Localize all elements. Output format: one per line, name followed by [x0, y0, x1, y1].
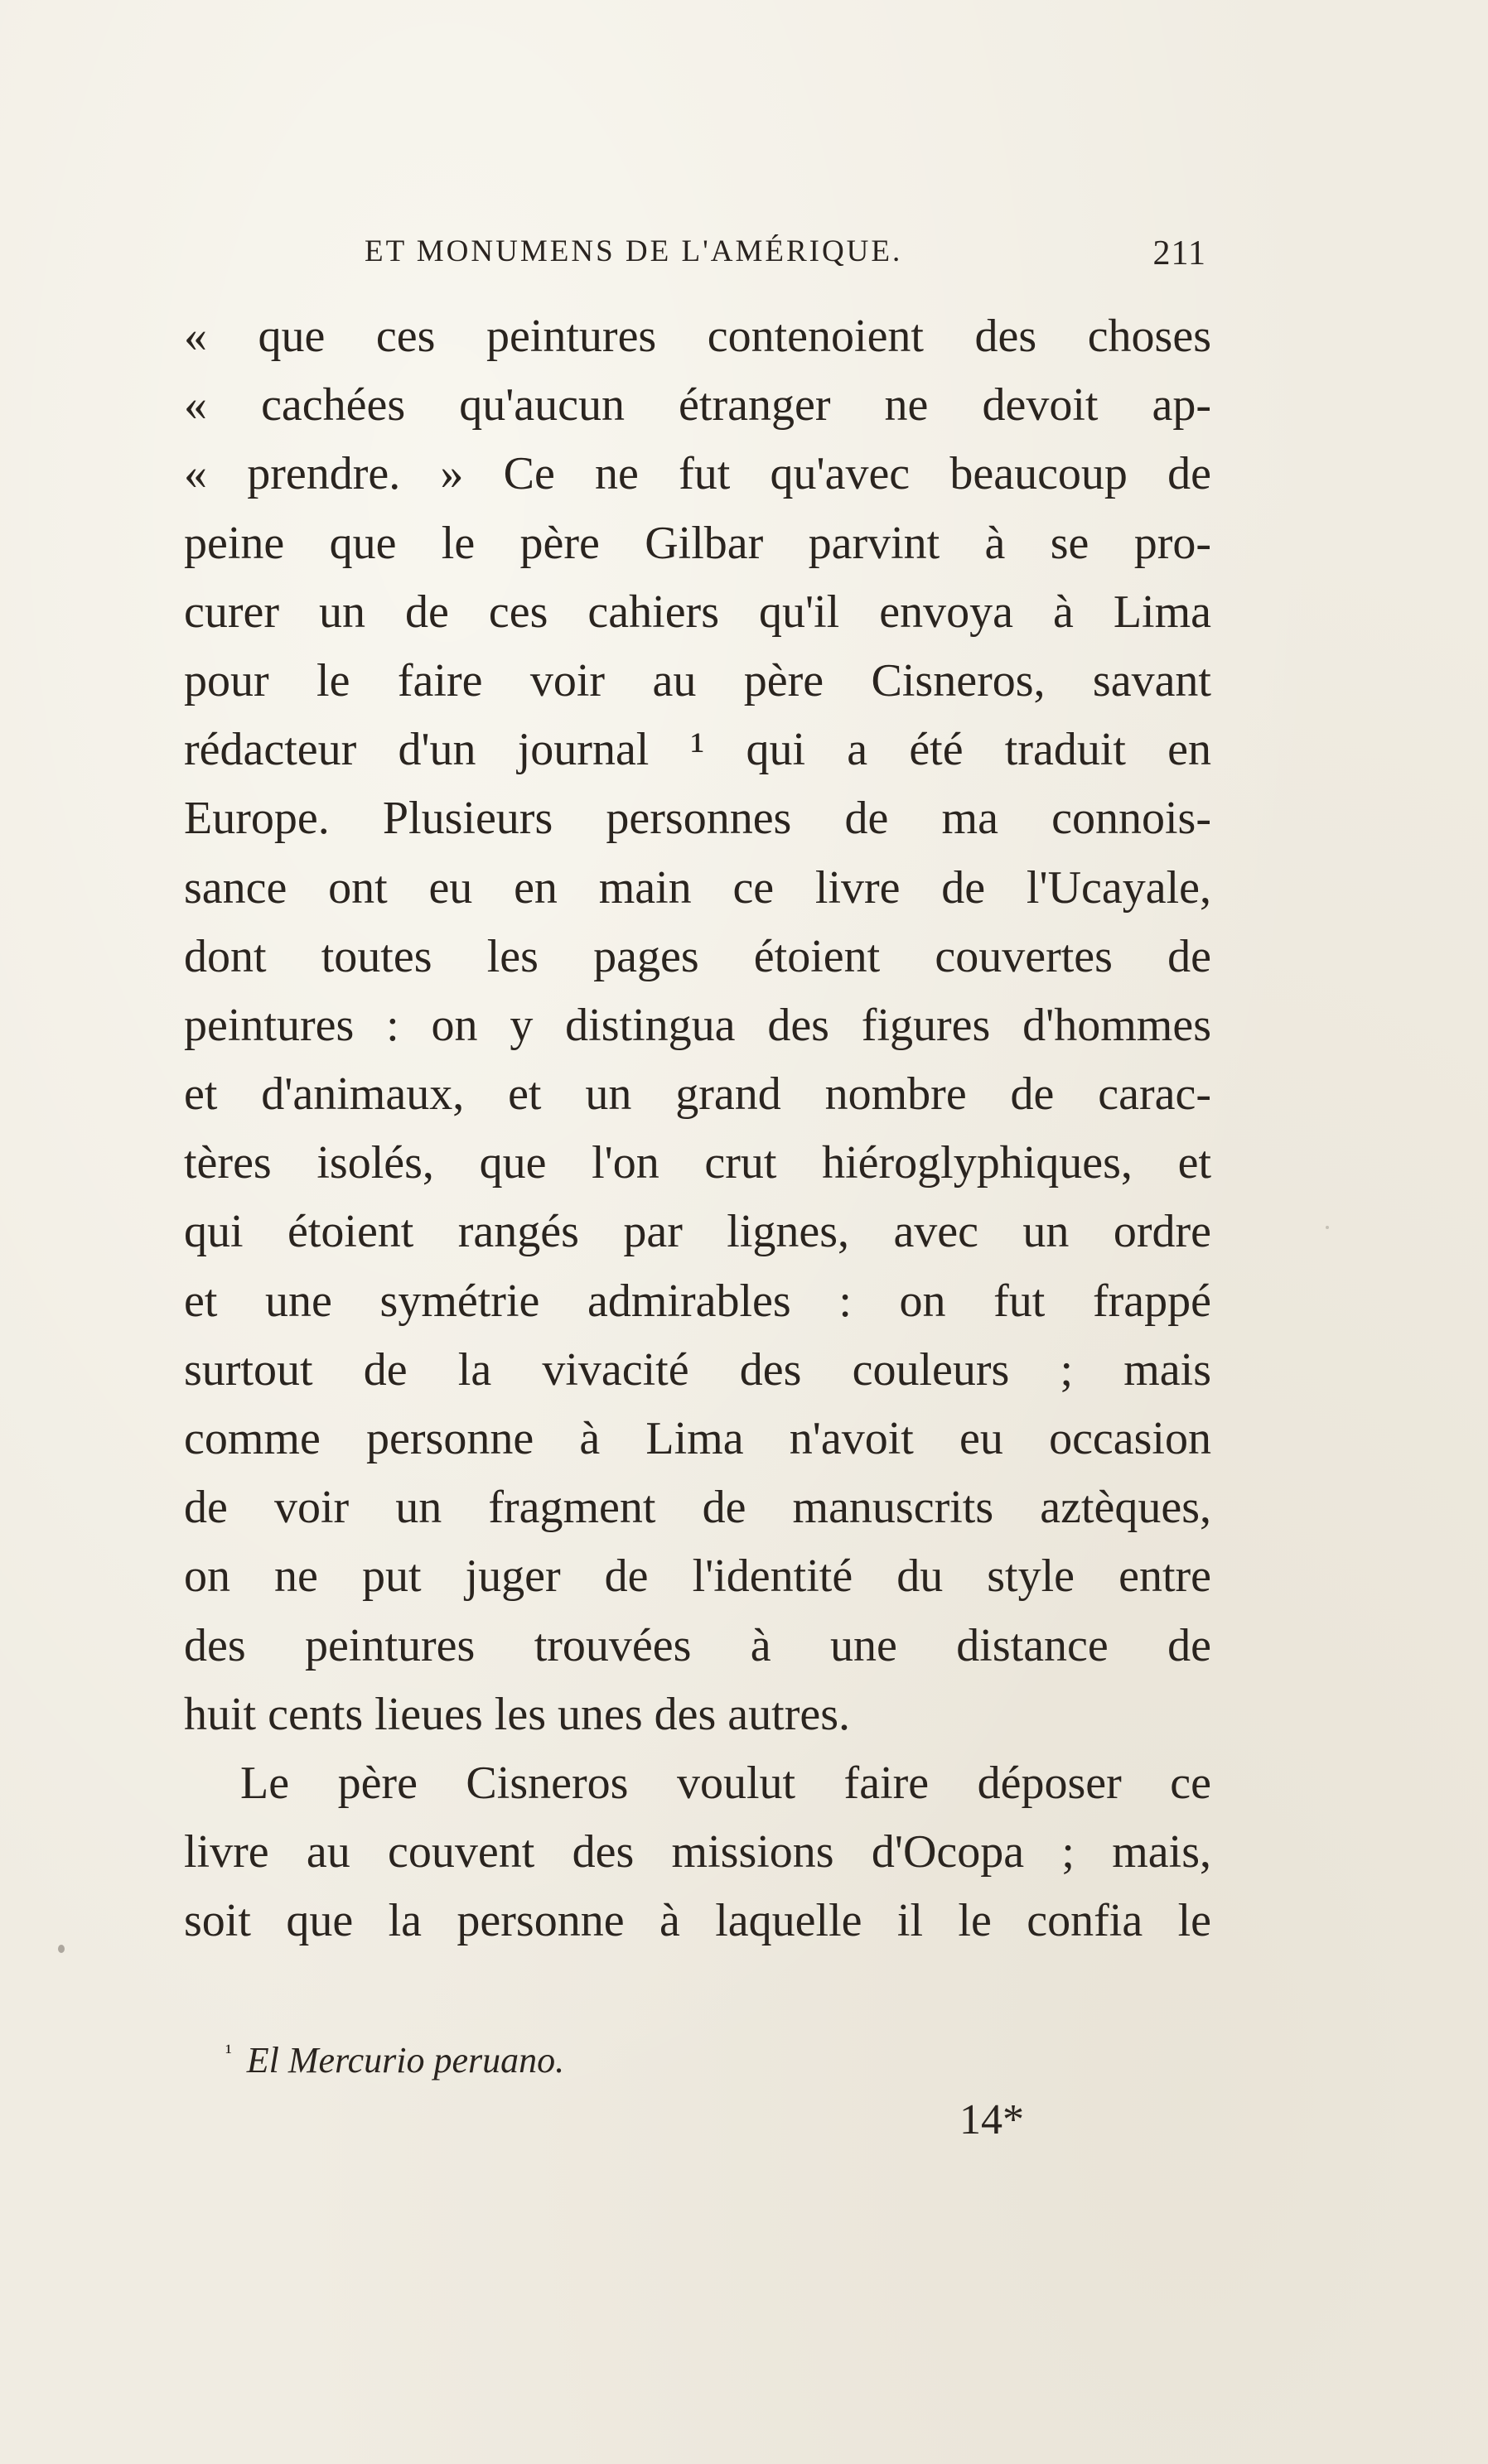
body-text: [184, 302, 1211, 1956]
text-line: tères isolés, que l'on crut hiéroglyphiques, et: [184, 1137, 1211, 1189]
text-line: et une symétrie admirables : on fut frappé: [184, 1275, 1211, 1327]
text-line: livre au couvent des missions d'Ocopa ; mais,: [184, 1826, 1211, 1878]
paper-speck: [58, 1945, 65, 1953]
text-line: de voir un fragment de manuscrits aztèques,: [184, 1482, 1211, 1534]
text-line: comme personne à Lima n'avoit eu occasion: [184, 1413, 1211, 1464]
text-line: rédacteur d'un journal ¹ qui a été traduit en: [184, 724, 1211, 776]
text-line: dont toutes les pages étoient couvertes de: [184, 930, 1211, 982]
running-title: ET MONUMENS DE L'AMÉRIQUE.: [365, 234, 903, 268]
text-line: « cachées qu'aucun étranger ne devoit ap-: [184, 379, 1211, 432]
footnote-mark: ¹: [225, 2040, 232, 2065]
paper-speck: [1326, 1226, 1329, 1229]
text-line: pour le faire voir au père Cisneros, savant: [184, 654, 1211, 706]
text-line: peine que le père Gilbar parvint à se pro-: [184, 517, 1211, 569]
paragraph-last-line: huit cents lieues les unes des autres.: [184, 1688, 851, 1740]
text-line: « prendre. » Ce ne fut qu'avec beaucoup de: [184, 448, 1211, 500]
signature-mark: 14*: [959, 2096, 1024, 2143]
text-line: qui étoient rangés par lignes, avec un ordre: [184, 1206, 1211, 1258]
text-line: des peintures trouvées à une distance de: [184, 1619, 1211, 1671]
footnote: [225, 2039, 971, 2081]
running-head: [365, 234, 1210, 283]
text-line: et d'animaux, et un grand nombre de carac-: [184, 1068, 1211, 1121]
text-line: sance ont eu en main ce livre de l'Ucayale,: [184, 861, 1211, 914]
footnote-text: El Mercurio peruano.: [246, 2040, 565, 2081]
text-line: on ne put juger de l'identité du style entre: [184, 1550, 1211, 1603]
text-line: soit que la personne à laquelle il le confia le: [184, 1895, 1211, 1947]
text-line: Europe. Plusieurs personnes de ma connois-: [184, 793, 1211, 845]
text-line: curer un de ces cahiers qu'il envoya à Lima: [184, 586, 1211, 638]
text-line: peintures : on y distingua des figures d'hommes: [184, 999, 1211, 1051]
paragraph-first-line: Le père Cisneros voulut faire déposer ce: [240, 1757, 1211, 1809]
text-line: « que ces peintures contenoient des choses: [184, 311, 1211, 362]
page-number: 211: [1152, 234, 1206, 272]
text-line: surtout de la vivacité des couleurs ; mais: [184, 1343, 1211, 1396]
